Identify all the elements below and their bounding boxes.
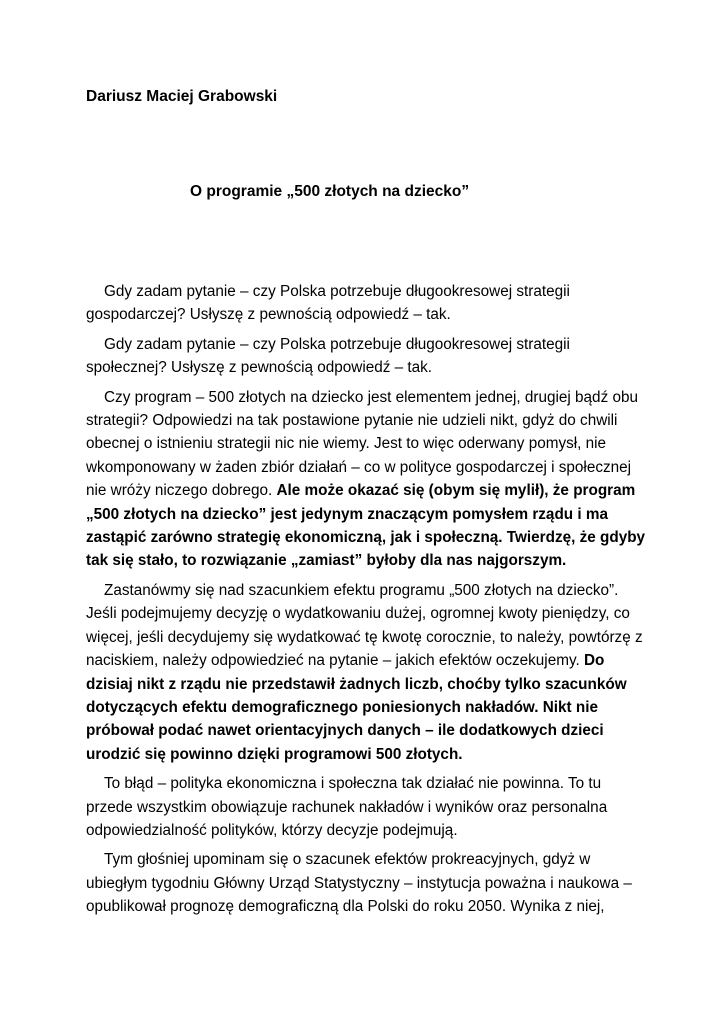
paragraph-1	[86, 280, 652, 327]
paragraph-bold-text: Ale może okazać się (obym się mylił), że program „500 złotych na dziecko” jest jedynym znaczącym pomysłem rządu i ma zastąpić zarówno strategię ekonomiczną, jak i społeczną. Twierdzę, że gdyby tak się stało, to rozwiązanie „zamiast” byłoby dla nas najgorszym.	[86, 482, 646, 570]
paragraph-5	[86, 772, 652, 842]
author-name: Dariusz Maciej Grabowski	[86, 88, 278, 105]
paragraph-3	[86, 386, 652, 573]
paragraph-6	[86, 848, 652, 918]
paragraph-2	[86, 333, 652, 380]
paragraph-4	[86, 579, 652, 766]
paragraph-text: Zastanówmy się nad szacunkiem efektu programu „500 złotych na dziecko”. Jeśli podejmujemy decyzję o wydatkowaniu dużej, ogromnej kwoty pieniędzy, co więcej, jeśli decydujemy się wydatkować tę kwotę corocznie, to należy, powtórzę z naciskiem, należy odpowiedzieć na pytanie – jakich efektów oczekujemy.	[86, 581, 643, 670]
document-body	[86, 280, 652, 925]
paragraph-text: Gdy zadam pytanie – czy Polska potrzebuje długookresowej strategii społecznej? Usłyszę z pewnością odpowiedź – tak.	[86, 335, 570, 377]
paragraph-text: Gdy zadam pytanie – czy Polska potrzebuje długookresowej strategii gospodarczej? Usłyszę z pewnością odpowiedź – tak.	[86, 283, 570, 324]
document-title: O programie „500 złotych na dziecko”	[190, 183, 470, 200]
paragraph-text: Czy program – 500 złotych na dziecko jest elementem jednej, drugiej bądź obu strategii? Odpowiedzi na tak postawione pytanie nie udzieli nikt, gdyż do chwili obecnej o istnieniu strategii nic nie wiemy. Jest to więc oderwany pomysł, nie wkomponowany w żaden zbiór działań – co w polityce gospodarczej i społecznej nie wróży niczego dobrego.	[86, 388, 638, 500]
paragraph-text: Tym głośniej upominam się o szacunek efektów prokreacyjnych, gdyż w ubiegłym tygodniu Główny Urząd Statystyczny – instytucja poważna i naukowa – opublikował prognozę demograficzną dla Polski do roku 2050. Wynika z niej,	[86, 851, 632, 916]
paragraph-text: To błąd – polityka ekonomiczna i społeczna tak działać nie powinna. To tu przede wszystkim obowiązuje rachunek nakładów i wyników oraz personalna odpowiedzialność polityków, którzy decyzje podejmują.	[86, 775, 608, 839]
paragraph-bold-text: Do dzisiaj nikt z rządu nie przedstawił żadnych liczb, choćby tylko szacunków dotyczących efektu demograficznego poniesionych nakładów. Nikt nie próbował podać nawet orientacyjnych danych – ile dodatkowych dzieci urodzić się powinno dzięki programowi 500 złotych.	[86, 652, 627, 763]
